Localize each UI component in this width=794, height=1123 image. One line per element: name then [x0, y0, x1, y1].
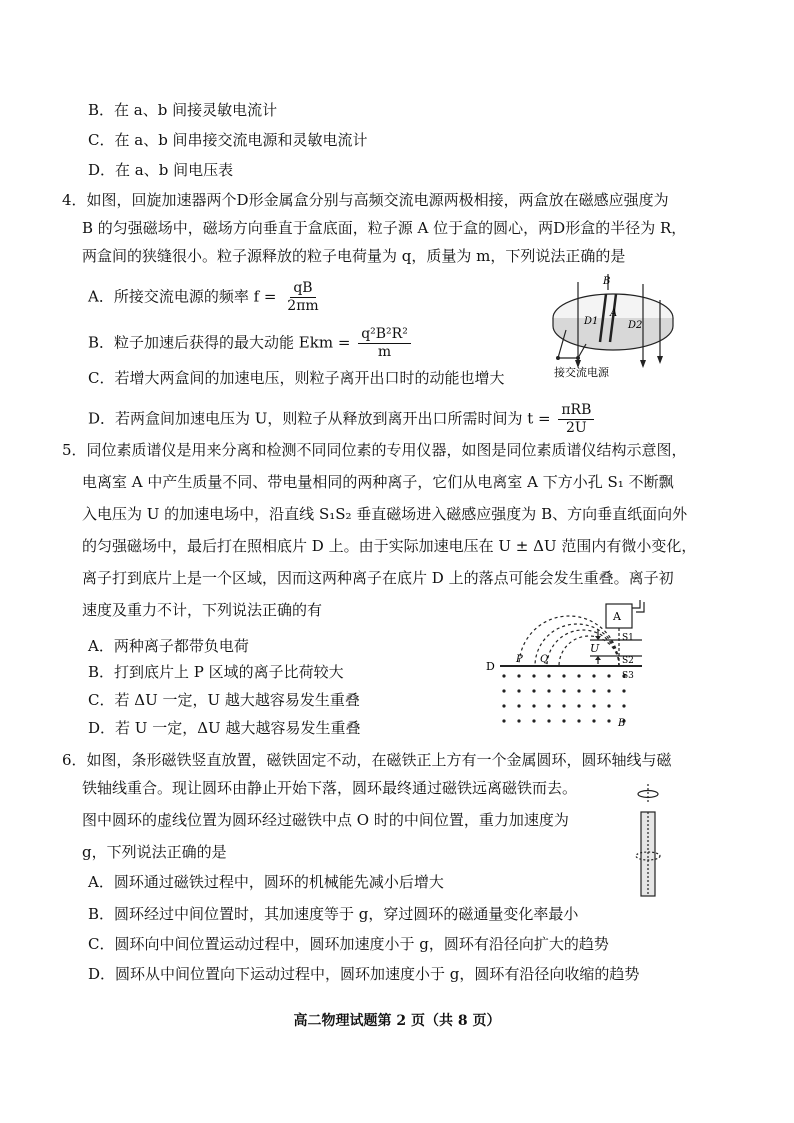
spectrometer-s3-label: S3: [622, 671, 634, 681]
field-dot: [547, 689, 550, 692]
q5-option-a: A．两种离子都带负电荷: [88, 637, 249, 655]
field-dot: [562, 704, 565, 707]
q4-option-d: [88, 402, 597, 437]
cyclotron-d2-label: D2: [628, 320, 643, 331]
field-dot: [607, 704, 610, 707]
mass-spectrometer-figure: [482, 600, 652, 740]
q5-stem-line4: 的匀强磁场中，最后打在照相底片 D 上。由于实际加速电压在 U ± ΔU 范围内有微小变化，: [82, 537, 697, 555]
cyclotron-b-label: B: [603, 276, 611, 287]
field-dot: [577, 689, 580, 692]
field-dot: [547, 704, 550, 707]
q6-stem-line1: 6．如图，条形磁铁竖直放置，磁铁固定不动，在磁铁正上方有一个金属圆环，圆环轴线与磁: [62, 751, 672, 769]
q4-option-b: [88, 326, 414, 361]
field-dot: [532, 674, 535, 677]
field-dot: [592, 719, 595, 722]
field-dot: [502, 674, 505, 677]
spectrometer-p-label: P: [516, 654, 523, 665]
q5-stem-line2: 电离室 A 中产生质量不同、带电量相同的两种离子，它们从电离室 A 下方小孔 S₁ 不断飘: [82, 473, 674, 491]
q4-option-a-denominator: 2πm: [287, 298, 319, 314]
field-dot: [562, 674, 565, 677]
field-dot: [517, 689, 520, 692]
spectrometer-a-label: A: [613, 610, 621, 623]
q4-option-b-numerator: q²B²R²: [358, 326, 411, 344]
q5-option-d: D．若 U 一定，ΔU 越大越容易发生重叠: [88, 719, 361, 737]
q5-stem-line1: 5．同位素质谱仪是用来分离和检测不同同位素的专用仪器，如图是同位素质谱仪结构示意图，: [62, 441, 687, 459]
q5-stem-line6: 速度及重力不计，下列说法正确的有: [82, 601, 323, 619]
cyclotron-figure: [548, 270, 688, 380]
field-dot: [502, 689, 505, 692]
q3-option-c: C．在 a、b 间串接交流电源和灵敏电流计: [88, 131, 368, 149]
field-dot: [592, 704, 595, 707]
field-dot: [502, 704, 505, 707]
q4-option-a-text: A．所接交流电源的频率 f =: [88, 287, 277, 306]
field-dot: [517, 704, 520, 707]
q4-option-d-denominator: 2U: [566, 420, 587, 436]
field-dot: [607, 674, 610, 677]
q6-stem-line4: g，下列说法正确的是: [82, 843, 227, 861]
q6-option-b: B．圆环经过中间位置时，其加速度等于 g，穿过圆环的磁通量变化率最小: [88, 905, 579, 923]
q4-option-a-fraction: [284, 280, 321, 315]
field-dot: [592, 674, 595, 677]
field-dot: [517, 674, 520, 677]
q4-option-d-text: D．若两盒间加速电压为 U，则粒子从释放到离开出口所需时间为 t =: [88, 409, 551, 428]
q4-stem-line2: B 的匀强磁场中，磁场方向垂直于盒底面，粒子源 A 位于盒的圆心，两D形盒的半径为 R，: [82, 219, 687, 237]
q4-option-d-fraction: [558, 402, 594, 437]
q6-option-d: D．圆环从中间位置向下运动过程中，圆环加速度小于 g，圆环有沿径向收缩的趋势: [88, 965, 640, 983]
q4-stem-line3: 两盒间的狭缝很小。粒子源释放的粒子电荷量为 q，质量为 m，下列说法正确的是: [82, 247, 626, 265]
cyclotron-d1-label: D1: [584, 316, 599, 327]
cyclotron-a-label: A: [610, 308, 618, 319]
field-dot: [607, 719, 610, 722]
q6-stem-line3: 图中圆环的虚线位置为圆环经过磁铁中点 O 时的中间位置，重力加速度为: [82, 811, 569, 829]
field-dot: [577, 704, 580, 707]
field-dot: [532, 719, 535, 722]
q4-option-b-fraction: [358, 326, 411, 361]
field-dot: [592, 689, 595, 692]
q3-option-b: B．在 a、b 间接灵敏电流计: [88, 101, 278, 119]
field-dot: [562, 689, 565, 692]
field-dot: [502, 719, 505, 722]
q4-option-d-numerator: πRB: [558, 402, 594, 420]
q5-option-c: C．若 ΔU 一定，U 越大越容易发生重叠: [88, 691, 360, 709]
q4-option-c: C．若增大两盒间的加速电压，则粒子离开出口时的动能也增大: [88, 369, 505, 387]
field-dot: [622, 704, 625, 707]
q4-option-a: [88, 280, 325, 315]
field-dot: [562, 719, 565, 722]
field-dot: [577, 674, 580, 677]
q5-option-b: B．打到底片上 P 区域的离子比荷较大: [88, 663, 344, 681]
q4-stem-line1: 4．如图，回旋加速器两个D形金属盒分别与高频交流电源两极相接，两盒放在磁感应强度为: [62, 191, 669, 209]
field-dot: [607, 689, 610, 692]
field-dot: [577, 719, 580, 722]
field-dot: [532, 689, 535, 692]
spectrometer-d-label: D: [486, 660, 495, 673]
spectrometer-u-label: U: [590, 642, 600, 655]
page-footer: 高二物理试题第 2 页（共 8 页）: [293, 1013, 501, 1029]
q5-stem-line3: 入电压为 U 的加速电场中，沿直线 S₁S₂ 垂直磁场进入磁感应强度为 B、方向垂直纸面向外: [82, 505, 688, 523]
field-dot: [547, 674, 550, 677]
spectrometer-q-label: Q: [540, 654, 549, 665]
field-dot: [547, 719, 550, 722]
spectrometer-s1-label: S1: [622, 633, 634, 643]
q5-stem-line5: 离子打到底片上是一个区域，因而这两种离子在底片 D 上的落点可能会发生重叠。离子初: [82, 569, 674, 587]
bar-magnet-figure: [624, 780, 674, 900]
q4-option-a-numerator: qB: [290, 280, 315, 298]
q6-option-c: C．圆环向中间位置运动过程中，圆环加速度小于 g，圆环有沿径向扩大的趋势: [88, 935, 609, 953]
field-dot: [622, 689, 625, 692]
q6-stem-line2: 铁轴线重合。现让圆环由静止开始下落，圆环最终通过磁铁远离磁铁而去。: [82, 779, 578, 797]
q3-option-d: D．在 a、b 间电压表: [88, 161, 234, 179]
spectrometer-s2-label: S2: [622, 656, 634, 666]
field-dot: [532, 704, 535, 707]
q6-option-a: A．圆环通过磁铁过程中，圆环的机械能先减小后增大: [88, 873, 444, 891]
field-dot: [517, 719, 520, 722]
spectrometer-b-label: B: [618, 718, 626, 729]
q4-option-b-denominator: m: [377, 344, 392, 360]
cyclotron-caption: 接交流电源: [554, 366, 609, 379]
q4-option-b-text: B．粒子加速后获得的最大动能 Ekm =: [88, 333, 351, 352]
